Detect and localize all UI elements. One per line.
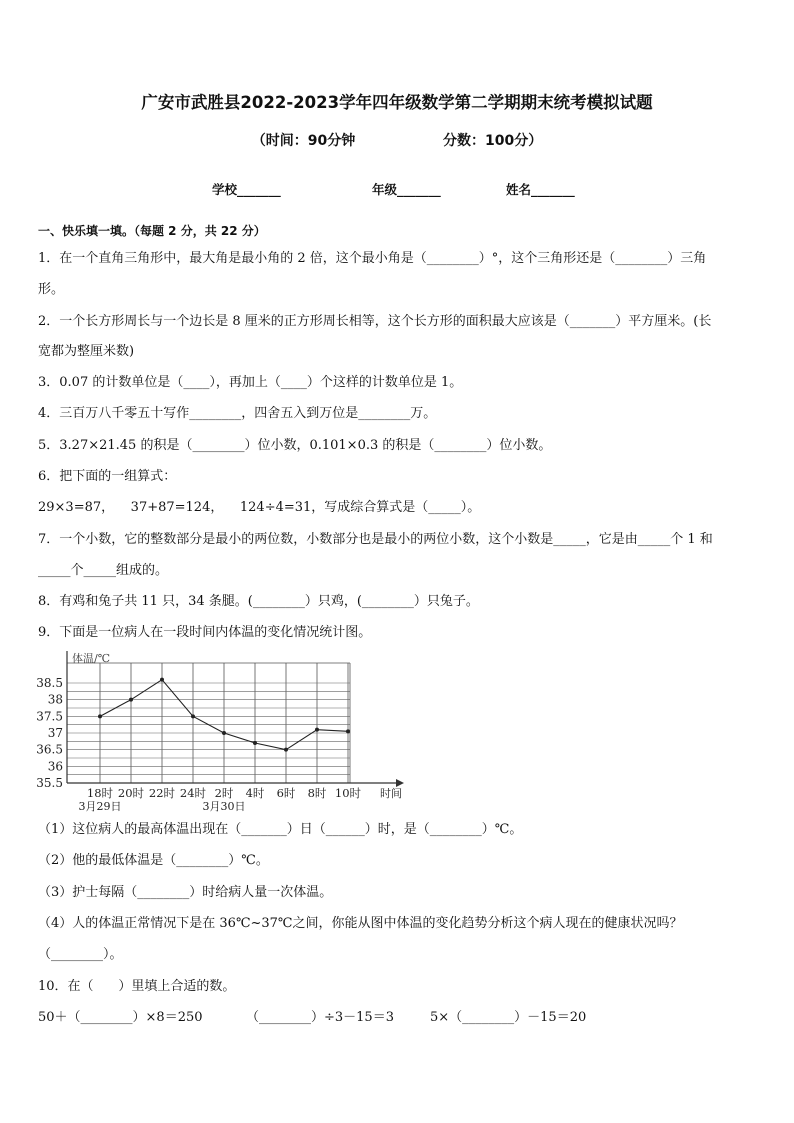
question-10-equation-3: 5×（________）－15＝20 xyxy=(430,1010,587,1025)
date-label: 3月30日 xyxy=(202,800,246,813)
x-tick-label: 20时 xyxy=(117,786,145,800)
question-5: 5．3.27×21.45 的积是（________）位小数，0.101×0.3 的积是（________）位小数。 xyxy=(38,438,552,453)
chart-grid xyxy=(67,663,350,783)
data-point xyxy=(129,698,133,702)
page-title: 广安市武胜县2022-2023学年四年级数学第二学期期末统考模拟试题 xyxy=(141,93,653,112)
question-10: 10．在（ ）里填上合适的数。 xyxy=(38,979,236,994)
question-6-line-1: 6．把下面的一组算式： xyxy=(38,469,177,484)
question-4: 4．三百万八千零五十写作________，四舍五入到万位是________万。 xyxy=(38,406,437,421)
question-9-part-4-line-2: （________）。 xyxy=(38,947,123,962)
y-tick-label: 38.5 xyxy=(36,676,63,690)
question-3: 3．0.07 的计数单位是（____），再加上（____）个这样的计数单位是 1。 xyxy=(38,375,463,390)
data-point xyxy=(98,714,102,718)
x-tick-label: 2时 xyxy=(214,786,234,800)
x-tick-label: 10时 xyxy=(334,786,362,800)
question-7-line-2: _____个_____组成的。 xyxy=(38,563,169,578)
data-point xyxy=(346,729,350,733)
y-tick-label: 37.5 xyxy=(36,709,63,724)
y-tick-label: 36.5 xyxy=(36,742,63,757)
question-1-line-1: 1．在一个直角三角形中，最大角是最小角的 2 倍，这个最小角是（________）°，这个三角形还是（________）三角 xyxy=(38,251,707,266)
question-8: 8．有鸡和兔子共 11 只，34 条腿。(________）只鸡，(________）只兔子。 xyxy=(38,594,479,609)
question-2-line-1: 2．一个长方形周长与一个边长是 8 厘米的正方形周长相等，这个长方形的面积最大应该是（_______）平方厘米。(长 xyxy=(38,314,712,329)
y-tick-label: 38 xyxy=(47,692,63,707)
x-tick-label: 24时 xyxy=(179,786,207,800)
y-tick-label: 37 xyxy=(47,726,63,740)
question-10-equation-1: 50＋（________）×8＝250 xyxy=(38,1010,203,1025)
exam-subtitle: （时间：90分钟 分数：100分） xyxy=(251,133,543,149)
x-tick-label: 6时 xyxy=(276,786,296,800)
question-6-line-2: 29×3=87， 37+87=124， 124÷4=31，写成综合算式是（_____）。 xyxy=(38,500,481,515)
question-2-line-2: 宽都为整厘米数) xyxy=(38,344,135,359)
x-tick-label: 8时 xyxy=(307,786,327,800)
data-point xyxy=(253,741,257,745)
question-1-line-2: 形。 xyxy=(38,282,65,297)
data-point xyxy=(160,678,164,682)
section-heading: 一、快乐填一填。（每题 2 分，共 22 分） xyxy=(38,224,266,238)
school-field: 学校_______ xyxy=(212,182,281,197)
y-axis-label: 体温/℃ xyxy=(72,652,111,665)
grade-field: 年级_______ xyxy=(372,182,441,197)
date-label: 3月29日 xyxy=(78,800,122,813)
data-point xyxy=(222,731,226,735)
question-9-part-3: （3）护士每隔（________）时给病人量一次体温。 xyxy=(38,885,333,900)
y-tick-label: 35.5 xyxy=(36,776,63,790)
name-field: 姓名_______ xyxy=(506,182,575,197)
x-tick-label: 4时 xyxy=(245,786,265,800)
x-tick-label: 22时 xyxy=(148,786,176,800)
data-point xyxy=(284,748,288,752)
question-9-part-2: （2）他的最低体温是（________）℃。 xyxy=(38,853,269,868)
data-point xyxy=(315,728,319,732)
question-9-part-4-line-1: （4）人的体温正常情况下是在 36℃~37℃之间，你能从图中体温的变化趋势分析这个病人现在的健康状况吗？ xyxy=(38,916,683,931)
temperature-line-chart xyxy=(34,645,414,817)
question-7-line-1: 7．一个小数，它的整数部分是最小的两位数，小数部分也是最小的两位小数，这个小数是_____，它是由_____个 1 和 xyxy=(38,532,713,547)
question-9-part-1: （1）这位病人的最高体温出现在（_______）日（______）时，是（________）℃。 xyxy=(38,822,523,837)
question-9: 9．下面是一位病人在一段时间内体温的变化情况统计图。 xyxy=(38,625,372,640)
data-point xyxy=(191,714,195,718)
y-tick-label: 36 xyxy=(47,759,63,774)
x-axis-label: 时间 xyxy=(380,787,402,800)
question-10-equation-2: （________）÷3－15＝3 xyxy=(246,1010,394,1025)
x-tick-label: 18时 xyxy=(86,786,114,800)
